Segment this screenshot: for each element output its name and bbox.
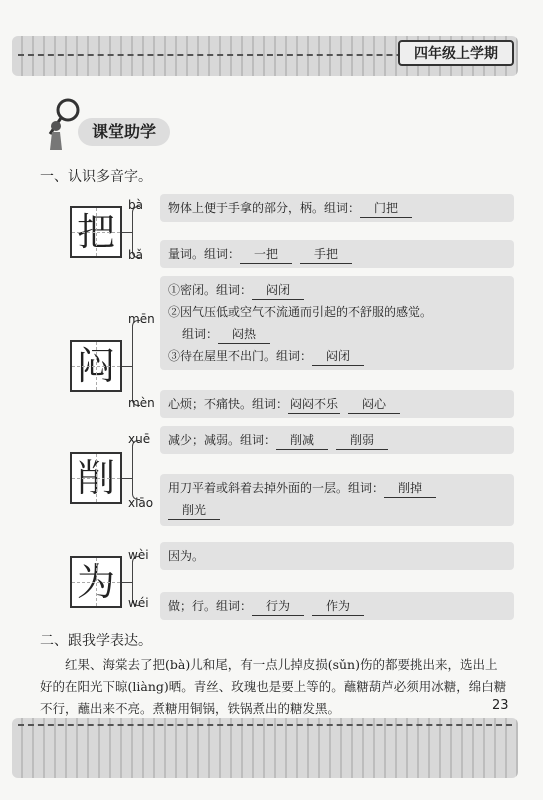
answer: 闷心 (348, 395, 400, 414)
pinyin: xuē (128, 432, 151, 446)
definition-panel (160, 194, 514, 222)
answer: 闷闭 (312, 347, 364, 366)
answer: 闷闭 (252, 281, 304, 300)
magnifier-girl-icon (44, 96, 84, 152)
pinyin: bǎ (128, 248, 143, 262)
char-wei: 为 (70, 556, 122, 608)
definition-text: 心烦；不痛快。组词： (168, 397, 289, 411)
pinyin: mēn (128, 312, 155, 326)
answer: 闷热 (218, 325, 270, 344)
answer: 闷闷不乐 (288, 395, 340, 414)
definition-text: 组词： (182, 327, 219, 341)
answer: 手把 (300, 245, 352, 264)
answer: 削减 (276, 431, 328, 450)
answer: 作为 (312, 597, 364, 616)
definition-text: 减少；减弱。组词： (168, 433, 277, 447)
definition-text: ②因气压低或空气不流通而引起的不舒服的感觉。 (168, 305, 433, 319)
lesson-title: 课堂助学 (78, 118, 170, 146)
pinyin: wèi (128, 548, 149, 562)
expression-paragraph: 红果、海棠去了把(bà)儿和尾，有一点儿掉皮损(sǔn)伤的都要挑出来，选出上好的在阳光下晾(liàng)晒。青丝、玫瑰也是要上等的。蘸糖葫芦必须用冰糖，绵白糖不行，蘸出来不亮。煮糖用铜锅，铁锅煮出的糖发黑。 (40, 657, 507, 716)
connector (122, 478, 132, 479)
pinyin: xiāo (128, 496, 154, 510)
definition-panel (160, 542, 514, 570)
definition-panel (160, 240, 514, 268)
definition-panel (160, 474, 514, 526)
connector (122, 366, 132, 367)
definition-panel (160, 592, 514, 620)
char-xue: 削 (70, 452, 122, 504)
definition-text: ①密闭。组词： (168, 283, 253, 297)
pinyin: bà (128, 198, 143, 212)
pinyin: mèn (128, 396, 155, 410)
connector (122, 232, 132, 233)
connector (122, 582, 132, 583)
definition-panel (160, 426, 514, 454)
section1-heading: 一、认识多音字。 (40, 169, 152, 185)
answer: 削掉 (384, 479, 436, 498)
answer: 一把 (240, 245, 292, 264)
answer: 削光 (168, 501, 220, 520)
definition-text: 物体上便于手拿的部分，柄。组词： (168, 201, 361, 215)
answer: 削弱 (336, 431, 388, 450)
brace (132, 320, 140, 406)
brace (132, 440, 140, 500)
definition-text: ③待在屋里不出门。组词： (168, 349, 313, 363)
answer: 行为 (252, 597, 304, 616)
definition-panel (160, 390, 514, 418)
char-ba: 把 (70, 206, 122, 258)
footer-band (12, 718, 518, 778)
definition-text: 用刀平着或斜着去掉外面的一层。组词： (168, 481, 385, 495)
grade-label: 四年级上学期 (398, 40, 514, 66)
answer: 门把 (360, 199, 412, 218)
page-number: 23 (492, 698, 509, 713)
pinyin: wéi (128, 596, 149, 610)
definition-text: 做；行。组词： (168, 599, 253, 613)
char-men: 闷 (70, 340, 122, 392)
section2-heading: 二、跟我学表达。 (40, 633, 152, 649)
definition-panel (160, 276, 514, 370)
definition-text: 量词。组词： (168, 247, 241, 261)
definition-text: 因为。 (168, 549, 205, 563)
